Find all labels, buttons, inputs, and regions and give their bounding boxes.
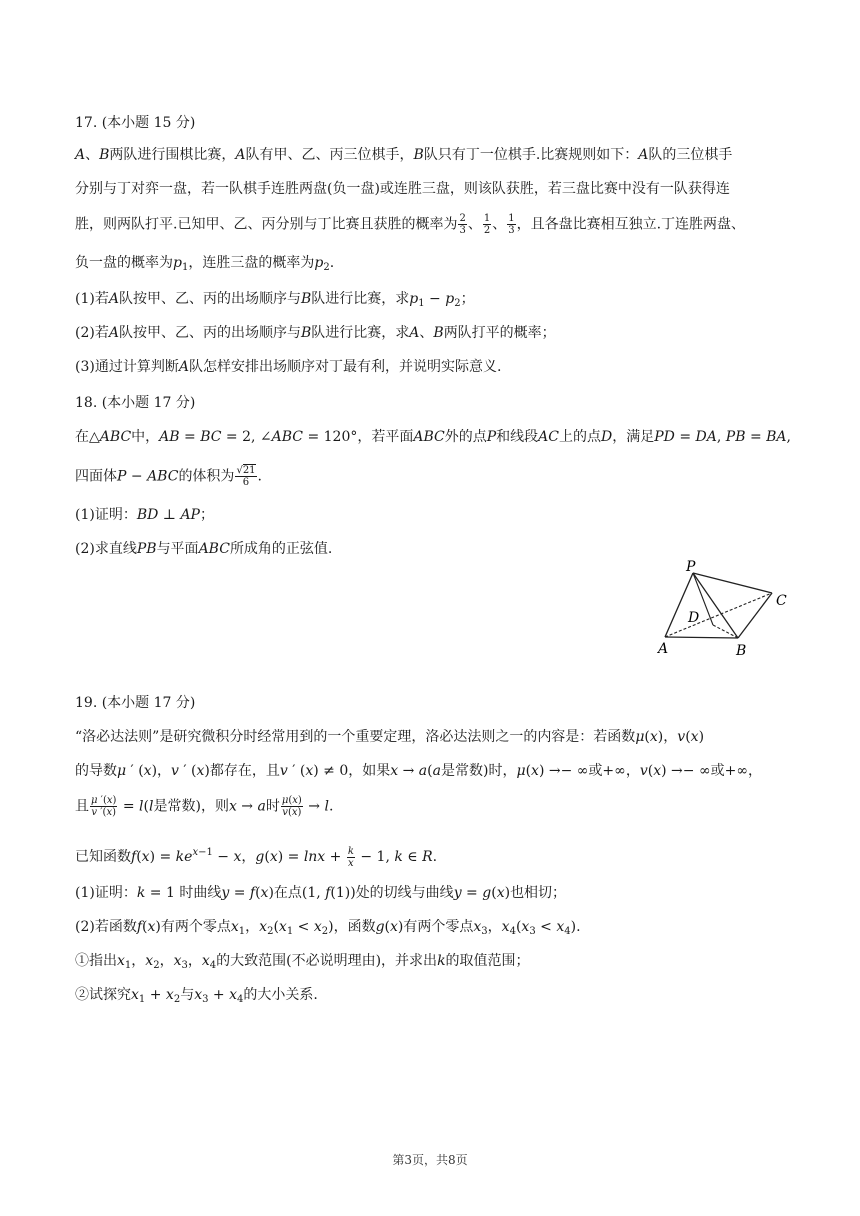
q18-line2: 四面体P − ABC的体积为 $\frac{√21}{6}$ . — [75, 465, 262, 488]
label-B: B — [736, 643, 747, 659]
q17-line1: A、B两队进行围棋比赛，A队有甲、乙、丙三位棋手，B队只有丁一位棋手.比赛规则如下：A队的三位棋手 — [75, 147, 733, 163]
label-P: P — [686, 560, 696, 575]
q17-part2: (2)若A队按甲、乙、丙的出场顺序与B队进行比赛，求A、B两队打平的概率； — [75, 325, 556, 341]
q19-part2: (2)若函数f(x)有两个零点$x_1$，$x_2(x_1 < x_2)$，函数g(x)有两个零点$x_3$，$x_4(x_3 < x_4)$. — [75, 919, 581, 937]
q17-part1: (1)若A队按甲、乙、丙的出场顺序与B队进行比赛，求$p_1 - p_2$； — [75, 291, 475, 309]
q19-sub2: ②试探究$x_1 + x_2$与$x_3 + x_4$的大小关系. — [75, 987, 318, 1005]
label-A: A — [658, 641, 669, 657]
page-footer: 第3页，共8页 — [392, 1153, 468, 1167]
q19-header: 19. (本小题 17 分) — [75, 695, 196, 711]
q19-part1: (1)证明：k = 1 时曲线y = f(x)在点(1, f(1))处的切线与曲线y = g(x)也相切； — [75, 885, 567, 901]
label-D: D — [688, 610, 700, 626]
q19-line3: 且 $\frac{\mu '(x)}{v '(x)}$ = l(l是常数)，则x → a时 $\frac{\mu(x)}{v(x)}$ → l. — [75, 795, 334, 818]
tetrahedron-figure — [650, 560, 800, 660]
q17-header: 17. (本小题 15 分) — [75, 115, 196, 131]
q19-line2: 的导数μ ′ (x)，v ′ (x)都存在，且v ′ (x) ≠ 0，如果x → a(a是常数)时，μ(x) →− ∞或+∞，v(x) →− ∞或+∞， — [75, 763, 763, 779]
q17-line2: 分别与丁对弈一盘，若一队棋手连胜两盘(负一盘)或连胜三盘，则该队获胜，若三盘比赛中没有一队获得连 — [75, 181, 730, 197]
label-C: C — [776, 593, 787, 609]
q17-line3: 胜，则两队打平.已知甲、乙、丙分别与丁比赛且获胜的概率为 $\frac{2}{3}$ 、 $\frac{1}{2}$ 、 $\frac{1}{3}$ ，且各盘比赛相互独立.丁连胜两盘、 — [75, 213, 746, 236]
q18-header: 18. (本小题 17 分) — [75, 395, 196, 411]
q19-line4: 已知函数$f(x) = ke^{x-1} - x$，g(x) = lnx + $\frac{k}{x}$ − 1, k ∈ R. — [75, 845, 438, 869]
q19-sub1: ①指出$x_1$，$x_2$，$x_3$，$x_4$的大致范围(不必说明理由)，并求出k的取值范围； — [75, 953, 530, 971]
q17-line4: 负一盘的概率为$p_1$，连胜三盘的概率为$p_2$. — [75, 255, 335, 273]
q18-part2: (2)求直线PB与平面ABC所成角的正弦值. — [75, 541, 333, 557]
q19-line1: “洛必达法则”是研究微积分时经常用到的一个重要定理，洛必达法则之一的内容是：若函数μ(x)，v(x) — [75, 729, 705, 745]
q18-line1: 在△ABC中，AB = BC = 2, ∠ABC = 120°，若平面ABC外的点P和线段AC上的点D，满足PD = DA, PB = BA, — [75, 429, 791, 445]
q18-part1: (1)证明：BD ⊥ AP； — [75, 507, 214, 523]
q17-part3: (3)通过计算判断A队怎样安排出场顺序对丁最有利，并说明实际意义. — [75, 359, 502, 375]
